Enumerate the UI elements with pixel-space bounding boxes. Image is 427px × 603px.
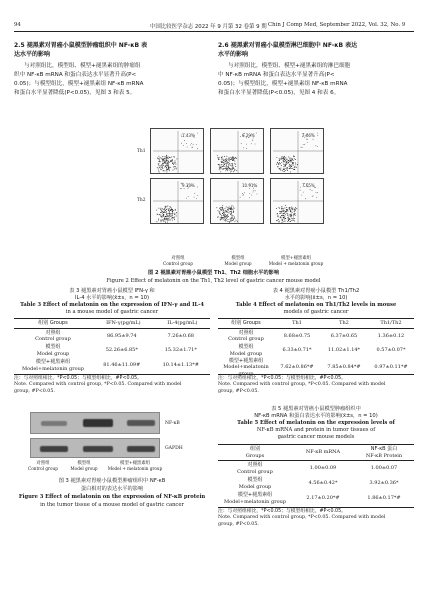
- table4-header-th1: Th1: [292, 320, 302, 327]
- table4-title: [218, 288, 414, 316]
- fig3-group-en-0: Control group: [28, 466, 58, 471]
- table4-bottom-rule: [218, 374, 414, 375]
- table4-title-cn-1: 表 4 褪黑素对胃癌小鼠模型 Th1/Th2: [272, 288, 360, 294]
- table4-notes: [218, 376, 414, 395]
- table4-note-en-1: Note. Compared with control group, *P<0.05. Compared with model: [218, 382, 386, 388]
- section-2-6-line1: 与对照组比，模型组、模型+褪黑素组的淋巴细胞: [228, 63, 351, 69]
- table3-header-ifn: IFN-γ(pg/mL): [106, 320, 141, 327]
- table3-row0-en: Control group: [35, 336, 71, 342]
- fig3-group-cn-1: 模型组: [77, 461, 91, 466]
- table4-row1-th2: 11.02±1.14*: [327, 347, 361, 354]
- table3-header-group: 组别 Groups: [38, 320, 68, 327]
- fig3-label-nfkb: NF-κB: [165, 421, 180, 426]
- table3-title-cn-1: 表 3 褪黑素对胃癌小鼠模型 IFN-γ 和: [69, 288, 155, 294]
- table4-row2-en: Model+melatonin group: [223, 364, 269, 377]
- flow-scatter: [151, 129, 205, 175]
- table3-header-il4: IL-4(pg/mL): [167, 320, 198, 327]
- table-row: [218, 343, 414, 358]
- fig3-label-gapdh: GAPDH: [165, 446, 183, 451]
- section-2-6-line3: 0.05)；与模型组比，模型+褪黑素组 NF-κB mRNA: [218, 81, 348, 87]
- table5-row1-protein: 3.92±0.36*: [369, 480, 399, 487]
- table3: [14, 319, 210, 328]
- flow-plot-th1-2: [270, 128, 324, 174]
- fig2-group-en-2: Model + melatonin group: [268, 261, 324, 266]
- table3-title-cn-2: IL-4 水平的影响(x̄±s，n = 10): [75, 295, 149, 301]
- table3-note-cn: 注：与对照组相比，*P<0.05；与模型组相比，#P<0.05。: [14, 376, 142, 381]
- table4-row1-en: Model group: [229, 350, 263, 357]
- table-row: [14, 329, 210, 343]
- table4-row1-ratio: 0.57±0.07*: [376, 347, 406, 354]
- section-2-5-title: 2.5 褪黑素对胃癌小鼠模型肿瘤组织中 NF-κB 表: [14, 42, 148, 49]
- section-2-6-title-2: 水平的影响: [218, 51, 249, 58]
- flow-percent-th2-1: 10.91%: [242, 183, 258, 188]
- table4: [218, 319, 414, 328]
- table5-header-mrna: NF-κB mRNA: [305, 449, 341, 456]
- flow-plot-th2-2: [270, 178, 324, 224]
- table3-row0-il4: 7.26±0.68: [167, 332, 194, 339]
- table4-note-cn: 注：与对照组相比，*P<0.05；与模型组相比，#P<0.05。: [218, 376, 346, 381]
- table4-row0-th2: 6.37±0.65: [330, 332, 358, 339]
- journal-title-en: Chin J Comp Med, September 2022, Vol. 32, No. 9: [268, 22, 406, 28]
- flow-percent-th1-1: 6.29%: [242, 133, 255, 138]
- table3-title-en-2: in a mouse model of gastric cancer: [65, 309, 159, 315]
- flow-scatter: [151, 179, 205, 225]
- flow-plot-th1-0: [150, 128, 204, 174]
- table5-row2-cn: 模型+褪黑素组: [237, 492, 273, 499]
- table-row: [14, 358, 210, 373]
- table-row: [14, 343, 210, 358]
- fig2-group-en-0: Control group: [163, 261, 193, 266]
- table4-header-th2: Th2: [339, 320, 349, 327]
- table3-note-en-2: group, #P<0.05.: [14, 388, 55, 394]
- section-2-5-line4: 和蛋白水平显著降低(P<0.05)，见图 3 和表 5。: [14, 90, 136, 96]
- header-rule: [14, 31, 414, 32]
- fig3-blot-nfkb: [30, 412, 160, 434]
- table5-row0-cn: 对照组: [247, 462, 263, 469]
- table3-note-en-1: Note. Compared with control group, *P<0.05. Compared with model: [14, 382, 182, 388]
- table4-row2-cn: 模型+褪黑素组: [228, 358, 264, 364]
- fig2-group-cn-1: 模型组: [231, 256, 245, 261]
- table5-bottom-rule: [218, 507, 414, 508]
- fig3-caption-en-1: Figure 3 Effect of melatonin on the expression of NF-κB protein: [18, 494, 206, 500]
- table4-row2-ratio: 0.97±0.11*#: [374, 364, 408, 371]
- table4-body: [218, 329, 414, 377]
- flow-percent-th2-2: 7.65%: [302, 183, 315, 188]
- fig3-group-en-1: Model group: [70, 466, 98, 471]
- table3-row0-ifn: 86.95±9.74: [106, 332, 137, 339]
- table-row: [218, 461, 414, 476]
- table4-title-en-2: models of gastric cancer: [283, 309, 349, 315]
- table3-body: [14, 329, 210, 373]
- flow-percent-th1-0: 1.43%: [182, 133, 195, 138]
- table4-row0-th1: 8.68±0.75: [283, 332, 311, 339]
- table4-row1-th1: 6.33±0.71*: [282, 347, 312, 354]
- table5-notes: [218, 509, 414, 528]
- fig2-group-cn-0: 对照组: [171, 256, 185, 261]
- fig3-group-en-2: Model + melatonin group: [107, 466, 163, 471]
- table4-row0-en: Control group: [228, 336, 264, 342]
- table4-header-ratio: Th1/Th2: [380, 320, 402, 327]
- table5-row1-en: Model group: [238, 483, 272, 490]
- table4-title-en-1: Table 4 Effect of melatonin on Th1/Th2 levels in mouse: [235, 302, 397, 308]
- fig3-group-cn-0: 对照组: [36, 461, 50, 466]
- table3-row2-en: Model+melatonin group: [21, 365, 85, 372]
- table3-row1-cn: 模型组: [45, 344, 61, 351]
- table5-header-group-en: Groups: [245, 452, 265, 459]
- journal-title: 中国比较医学杂志 2022 年 9 月第 32 卷第 9 期: [150, 24, 267, 30]
- table3-notes: [14, 376, 210, 395]
- section-2-5-line1: 与对照组比，模型组、模型+褪黑素组的肿瘤组: [24, 63, 141, 69]
- fig2-caption-cn: 图 2 褪黑素对胃癌小鼠模型 Th1、Th2 细胞水平的影响: [147, 270, 280, 276]
- section-2-5-line2: 织中 NF-κB mRNA 和蛋白表达水平显著升高(P<: [14, 72, 137, 78]
- table5-title: [218, 406, 414, 441]
- table3-bottom-rule: [14, 374, 210, 375]
- table4-note-en-2: group, #P<0.05.: [218, 388, 259, 394]
- fig2-caption-en: Figure 2 Effect of melatonin on the Th1, Th2 level of gastric cancer mouse model: [106, 278, 321, 284]
- fig3-blot-gapdh: [30, 438, 160, 458]
- table4-row0-ratio: 1.36±0.12: [377, 332, 405, 339]
- table5-title-cn-1: 表 5 褪黑素对胃癌小鼠模型肿瘤组织中: [271, 406, 361, 412]
- table3-row0-cn: 对照组: [45, 329, 61, 336]
- fig3-caption-cn-2: 蛋白相对的表达水平的影响: [80, 486, 144, 492]
- table3-title-en-1: Table 3 Effect of melatonin on the expression of IFN-γ and IL-4: [20, 302, 204, 308]
- table5-row2-mrna: 2.17±0.20*#: [306, 495, 340, 502]
- table-row: [218, 476, 414, 491]
- fig2-row-label-th2: Th2: [137, 198, 146, 203]
- flow-scatter: [271, 129, 325, 175]
- flow-scatter: [271, 179, 325, 225]
- fig3-group-cn-2: 模型+褪黑素组: [119, 461, 151, 466]
- table5-row2-protein: 1.86±0.17*#: [367, 495, 401, 502]
- section-2-6-line4: 和蛋白水平显著降低(P<0.05)，见图 4 和表 6。: [218, 90, 340, 96]
- table-row: [218, 491, 414, 506]
- flow-percent-th1-2: 7.66%: [302, 133, 315, 138]
- table4-title-cn-2: 水平的影响(x̄±s，n = 10): [284, 295, 348, 301]
- table4-row2-th1: 7.62±0.86*#: [280, 364, 314, 371]
- table5-row0-protein: 1.00±0.07: [370, 465, 398, 472]
- table5-note-cn: 注：与对照组相比，*P<0.05；与模型组相比，#P<0.05。: [218, 509, 346, 514]
- table5: [218, 445, 414, 460]
- table5-row2-en: Model+melatonin group: [223, 498, 287, 505]
- fig2-group-en-1: Model group: [224, 261, 252, 266]
- table3-row2-cn: 模型+褪黑素组: [35, 359, 71, 366]
- table4-row2-th2: 7.85±0.84*#: [327, 364, 361, 371]
- table5-row0-mrna: 1.00±0.09: [309, 465, 337, 472]
- fig3-caption-en-2: in the tumor tissue of a mouse model of gastric cancer: [40, 502, 184, 508]
- table4-row0-cn: 对照组: [238, 329, 254, 336]
- table3-row1-il4: 15.32±1.71*: [164, 347, 197, 354]
- table3-row1-en: Model group: [36, 350, 70, 357]
- fig2-row-label-th1: Th1: [137, 149, 146, 154]
- table4-row1-cn: 模型组: [238, 344, 254, 351]
- fig3-caption-cn-1: 图 3 褪黑素对胃癌小鼠模型肿瘤组织中 NF-κB: [58, 478, 166, 484]
- table5-header-protein-cn: NF-κB 蛋白: [370, 446, 398, 453]
- table-row: [218, 329, 414, 343]
- table3-title-cn: [14, 288, 210, 316]
- fig3-caption: [14, 477, 210, 509]
- table5-note-en-1: Note. Compared with control group, *P<0.05. Compared with model: [218, 515, 386, 521]
- section-2-6-line2: 中 NF-κB mRNA 和蛋白表达水平显著升高(P<: [218, 72, 335, 78]
- table4-header-group: 组别 Groups: [231, 320, 261, 327]
- flow-plot-th2-1: [210, 178, 264, 224]
- table3-row2-ifn: 81.46±11.09#: [103, 362, 141, 369]
- fig2-group-cn-2: 模型+褪黑素组: [280, 256, 312, 261]
- table5-row1-cn: 模型组: [247, 477, 263, 484]
- table5-row0-en: Control group: [237, 468, 273, 475]
- table5-title-cn-2: NF-κB mRNA 和蛋白表达水平的影响(x̄±s，n = 10): [254, 413, 378, 419]
- table5-title-en-1: Table 5 Effect of melatonin on the expression levels of: [237, 420, 395, 426]
- table5-title-en-3: gastric cancer mouse models: [277, 434, 355, 440]
- section-2-6-title: 2.6 褪黑素对胃癌小鼠模型淋巴细胞中 NF-κB 表达: [218, 42, 358, 49]
- table5-note-en-2: group, #P<0.05.: [218, 521, 259, 527]
- table5-header-protein-en: NF-κB Protein: [365, 452, 403, 459]
- table3-row2-il4: 10.14±1.13*#: [162, 362, 199, 369]
- flow-plot-th1-1: [210, 128, 264, 174]
- flow-plot-th2-0: [150, 178, 204, 224]
- section-2-5-title-2: 达水平的影响: [14, 51, 51, 58]
- table5-title-en-2: NF-κB mRNA and protein in tumor tissues of: [256, 427, 376, 433]
- table5-body: [218, 461, 414, 506]
- flow-percent-th2-0: 9.33%: [182, 183, 195, 188]
- table5-row1-mrna: 4.56±0.42*: [308, 480, 338, 487]
- flow-scatter: [211, 129, 265, 175]
- page-number: 94: [14, 22, 21, 28]
- section-2-5-line3: 0.05)；与模型组比，模型+褪黑素组 NF-κB mRNA: [14, 81, 144, 87]
- table5-header-group-cn: 组别: [249, 446, 260, 453]
- table3-row1-ifn: 52.26±6.85*: [105, 347, 138, 354]
